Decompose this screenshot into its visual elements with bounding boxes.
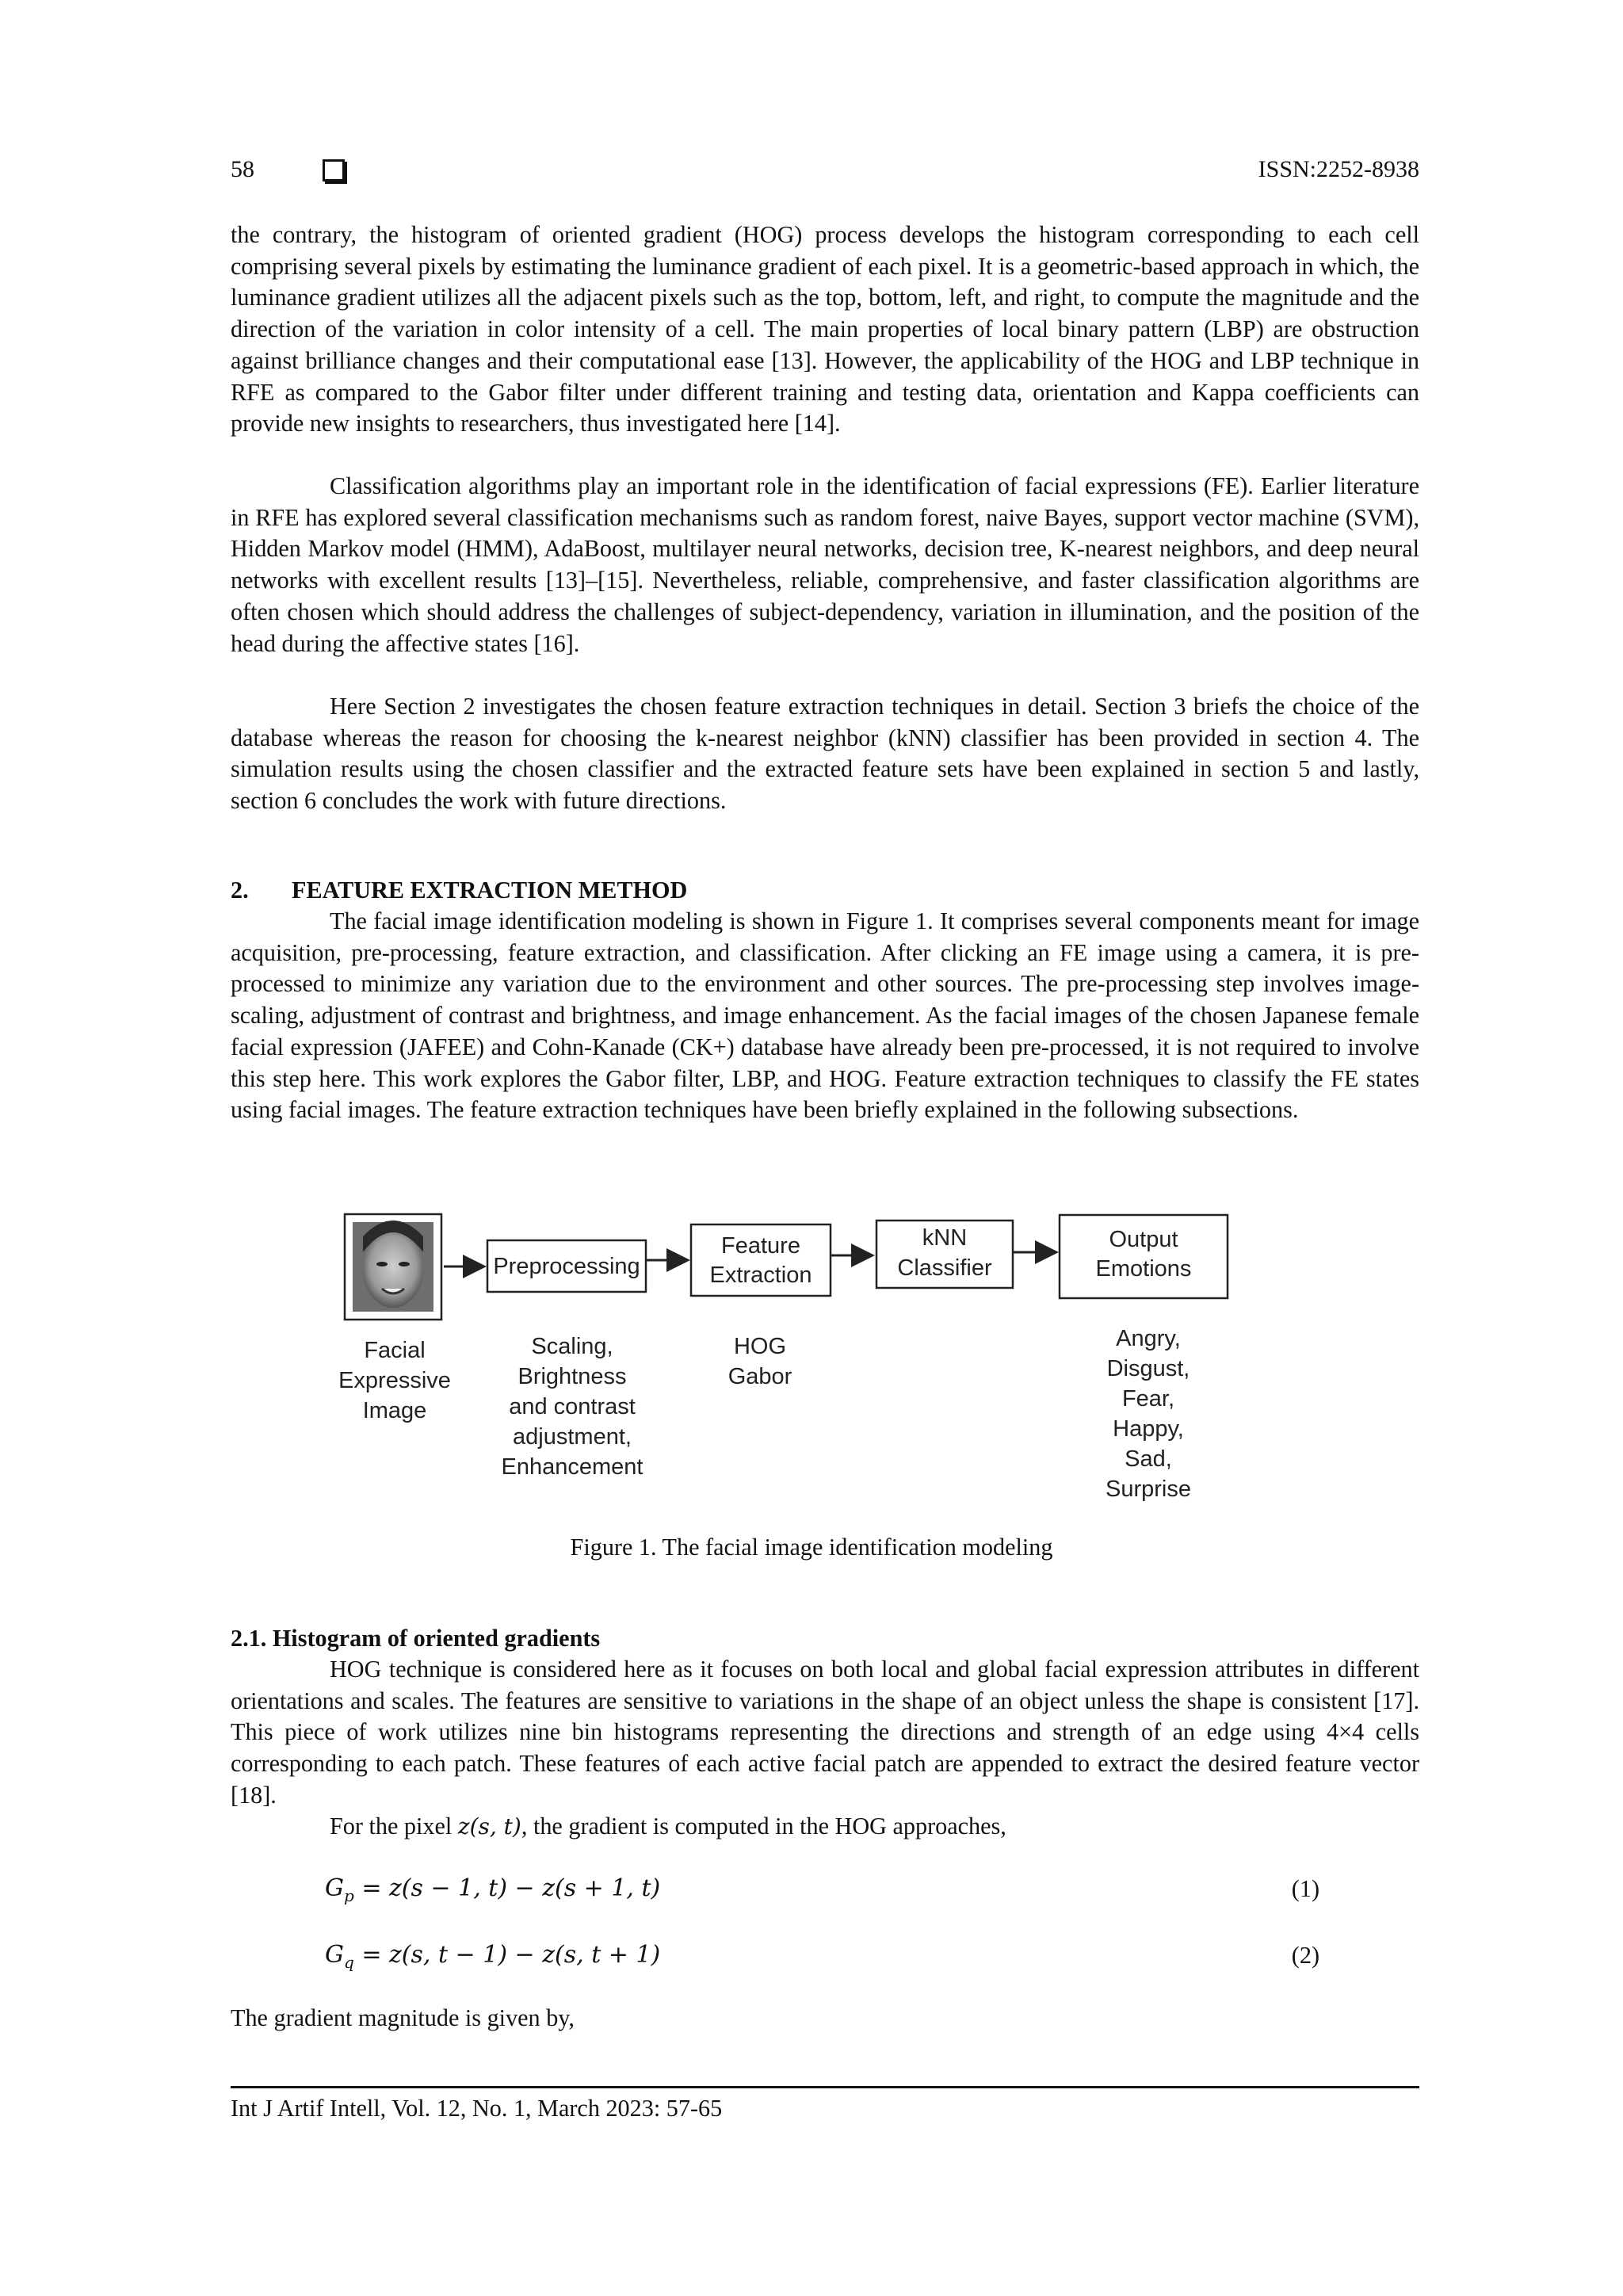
input-caption: Expressive <box>338 1368 451 1393</box>
paragraph-classification: Classification algorithms play an important role in the identification of facial expressions (FE). Earlier literature in RFE has explored several classification mechanisms such as random forest, naive Bayes, support vector machine (SVM), Hidden Markov model (HMM), AdaBoost, multilayer neural networks, decision tree, K-nearest neighbors, and deep neural networks with excellent results [13]–[15]. Nevertheless, reliable, comprehensive, and faster classification algorithms are often chosen which should address the challenges of subject-dependency, variation in illumination, and the position of the head during the affective states [16]. <box>231 472 1419 657</box>
figure-1-diagram <box>333 1205 1331 1522</box>
section-heading <box>231 874 687 906</box>
input-caption: Facial <box>364 1338 426 1363</box>
preprocessing-caption: Scaling, <box>531 1334 613 1359</box>
footer-rule <box>231 2086 1419 2088</box>
knn-label-1: kNN <box>922 1225 968 1251</box>
emotion-label: Happy, <box>1113 1416 1184 1442</box>
paragraph-hog-lbp-intro: the contrary, the histogram of oriented gradient (HOG) process develops the histogram corresponding to each cell comprising several pixels by estimating the luminance gradient of each pixel. It is a geometric-based approach in which, the luminance gradient utilizes all the adjacent pixels such as the top, bottom, left, and right, to compute the magnitude and the direction of the variation in color intensity of a cell. The main properties of local binary pattern (LBP) are obstruction against brilliance changes and their computational ease [13]. However, the applicability of the HOG and LBP technique in RFE as compared to the Gabor filter under different training and testing data, orientation and Kappa coefficients can provide new insights to researchers, thus investigated here [14]. <box>231 221 1419 437</box>
equation-number: (2) <box>1291 1942 1319 1969</box>
feature-label-2: Extraction <box>709 1263 812 1288</box>
section-title: FEATURE EXTRACTION METHOD <box>292 877 688 904</box>
preprocessing-caption: Enhancement <box>501 1454 643 1480</box>
output-label-2: Emotions <box>1095 1256 1192 1282</box>
emotion-label: Disgust, <box>1106 1356 1190 1381</box>
paragraph-outline: Here Section 2 investigates the chosen feature extraction techniques in detail. Section 3 briefs the choice of the database whereas the reason for choosing the k-nearest neighbor (kNN) classifier has been provided in section 4. The simulation results using the chosen classifier and the extracted feature sets have been explained in section 5 and lastly, section 6 concludes the work with future directions. <box>231 693 1419 815</box>
emotion-label: Surprise <box>1106 1477 1191 1502</box>
output-label-1: Output <box>1109 1227 1178 1252</box>
subsection-heading: 2.1. Histogram of oriented gradients <box>231 1625 601 1652</box>
emotion-label: Sad, <box>1125 1446 1172 1472</box>
paragraph-gradient-magnitude: The gradient magnitude is given by, <box>231 2004 575 2031</box>
features-caption: Gabor <box>727 1364 792 1389</box>
inline-math: z(s, t) <box>457 1813 521 1839</box>
page-number: 58 <box>231 156 254 182</box>
emotion-label: Fear, <box>1121 1386 1175 1412</box>
paragraph-gradient-intro: For the pixel z(s, t), the gradient is computed in the HOG approaches, <box>330 1813 1006 1839</box>
square-icon <box>323 159 345 181</box>
section-number: 2. <box>231 877 249 904</box>
equation-1: $G_p = z(s - 1$, t) − z(s + 1, t) (1) <box>325 1874 1319 1905</box>
running-header <box>231 154 1419 185</box>
journal-citation: Int J Artif Intell, Vol. 12, No. 1, March 2023: 57-65 <box>231 2095 723 2122</box>
issn: ISSN:2252-8938 <box>1258 156 1419 182</box>
preprocessing-caption: adjustment, <box>513 1424 632 1450</box>
figure-caption: Figure 1. The facial image identification modeling <box>570 1534 1053 1561</box>
preprocessing-label: Preprocessing <box>493 1254 640 1279</box>
equation-2: $G_q = z(s$, t − 1) − z(s, t + 1) (2) <box>325 1941 1319 1972</box>
preprocessing-caption: and contrast <box>509 1394 636 1419</box>
preprocessing-caption: Brightness <box>517 1364 627 1389</box>
equation-number: (1) <box>1291 1875 1319 1902</box>
facial-image <box>345 1214 441 1320</box>
feature-label-1: Feature <box>721 1233 800 1259</box>
knn-label-2: Classifier <box>897 1255 992 1281</box>
emotion-label: Angry, <box>1116 1326 1181 1351</box>
features-caption: HOG <box>733 1334 787 1359</box>
paragraph-feature-extraction: The facial image identification modeling is shown in Figure 1. It comprises several components meant for image acquisition, pre-processing, feature extraction, and classification. After clicking an FE image using a camera, it is pre-processed to minimize any variation due to the environment and other sources. The pre-processing step involves image-scaling, adjustment of contrast and brightness, and image enhancement. As the facial images of the chosen Japanese female facial expression (JAFEE) and Cohn-Kanade (CK+) database have already been pre-processed, it is not required to involve this step here. This work explores the Gabor filter, LBP, and HOG. Feature extraction techniques to classify the FE states using facial images. The feature extraction techniques have been briefly explained in the following subsections. <box>231 907 1419 1124</box>
paragraph-hog: HOG technique is considered here as it focuses on both local and global facial expression attributes in different orientations and scales. The features are sensitive to variations in the shape of an object unless the shape is consistent [17]. This piece of work utilizes nine bin histograms representing the directions and strength of an edge using 4×4 cells corresponding to each patch. These features of each active facial patch are appended to extract the desired feature vector [18]. <box>231 1656 1419 1809</box>
input-caption: Image <box>362 1398 427 1423</box>
